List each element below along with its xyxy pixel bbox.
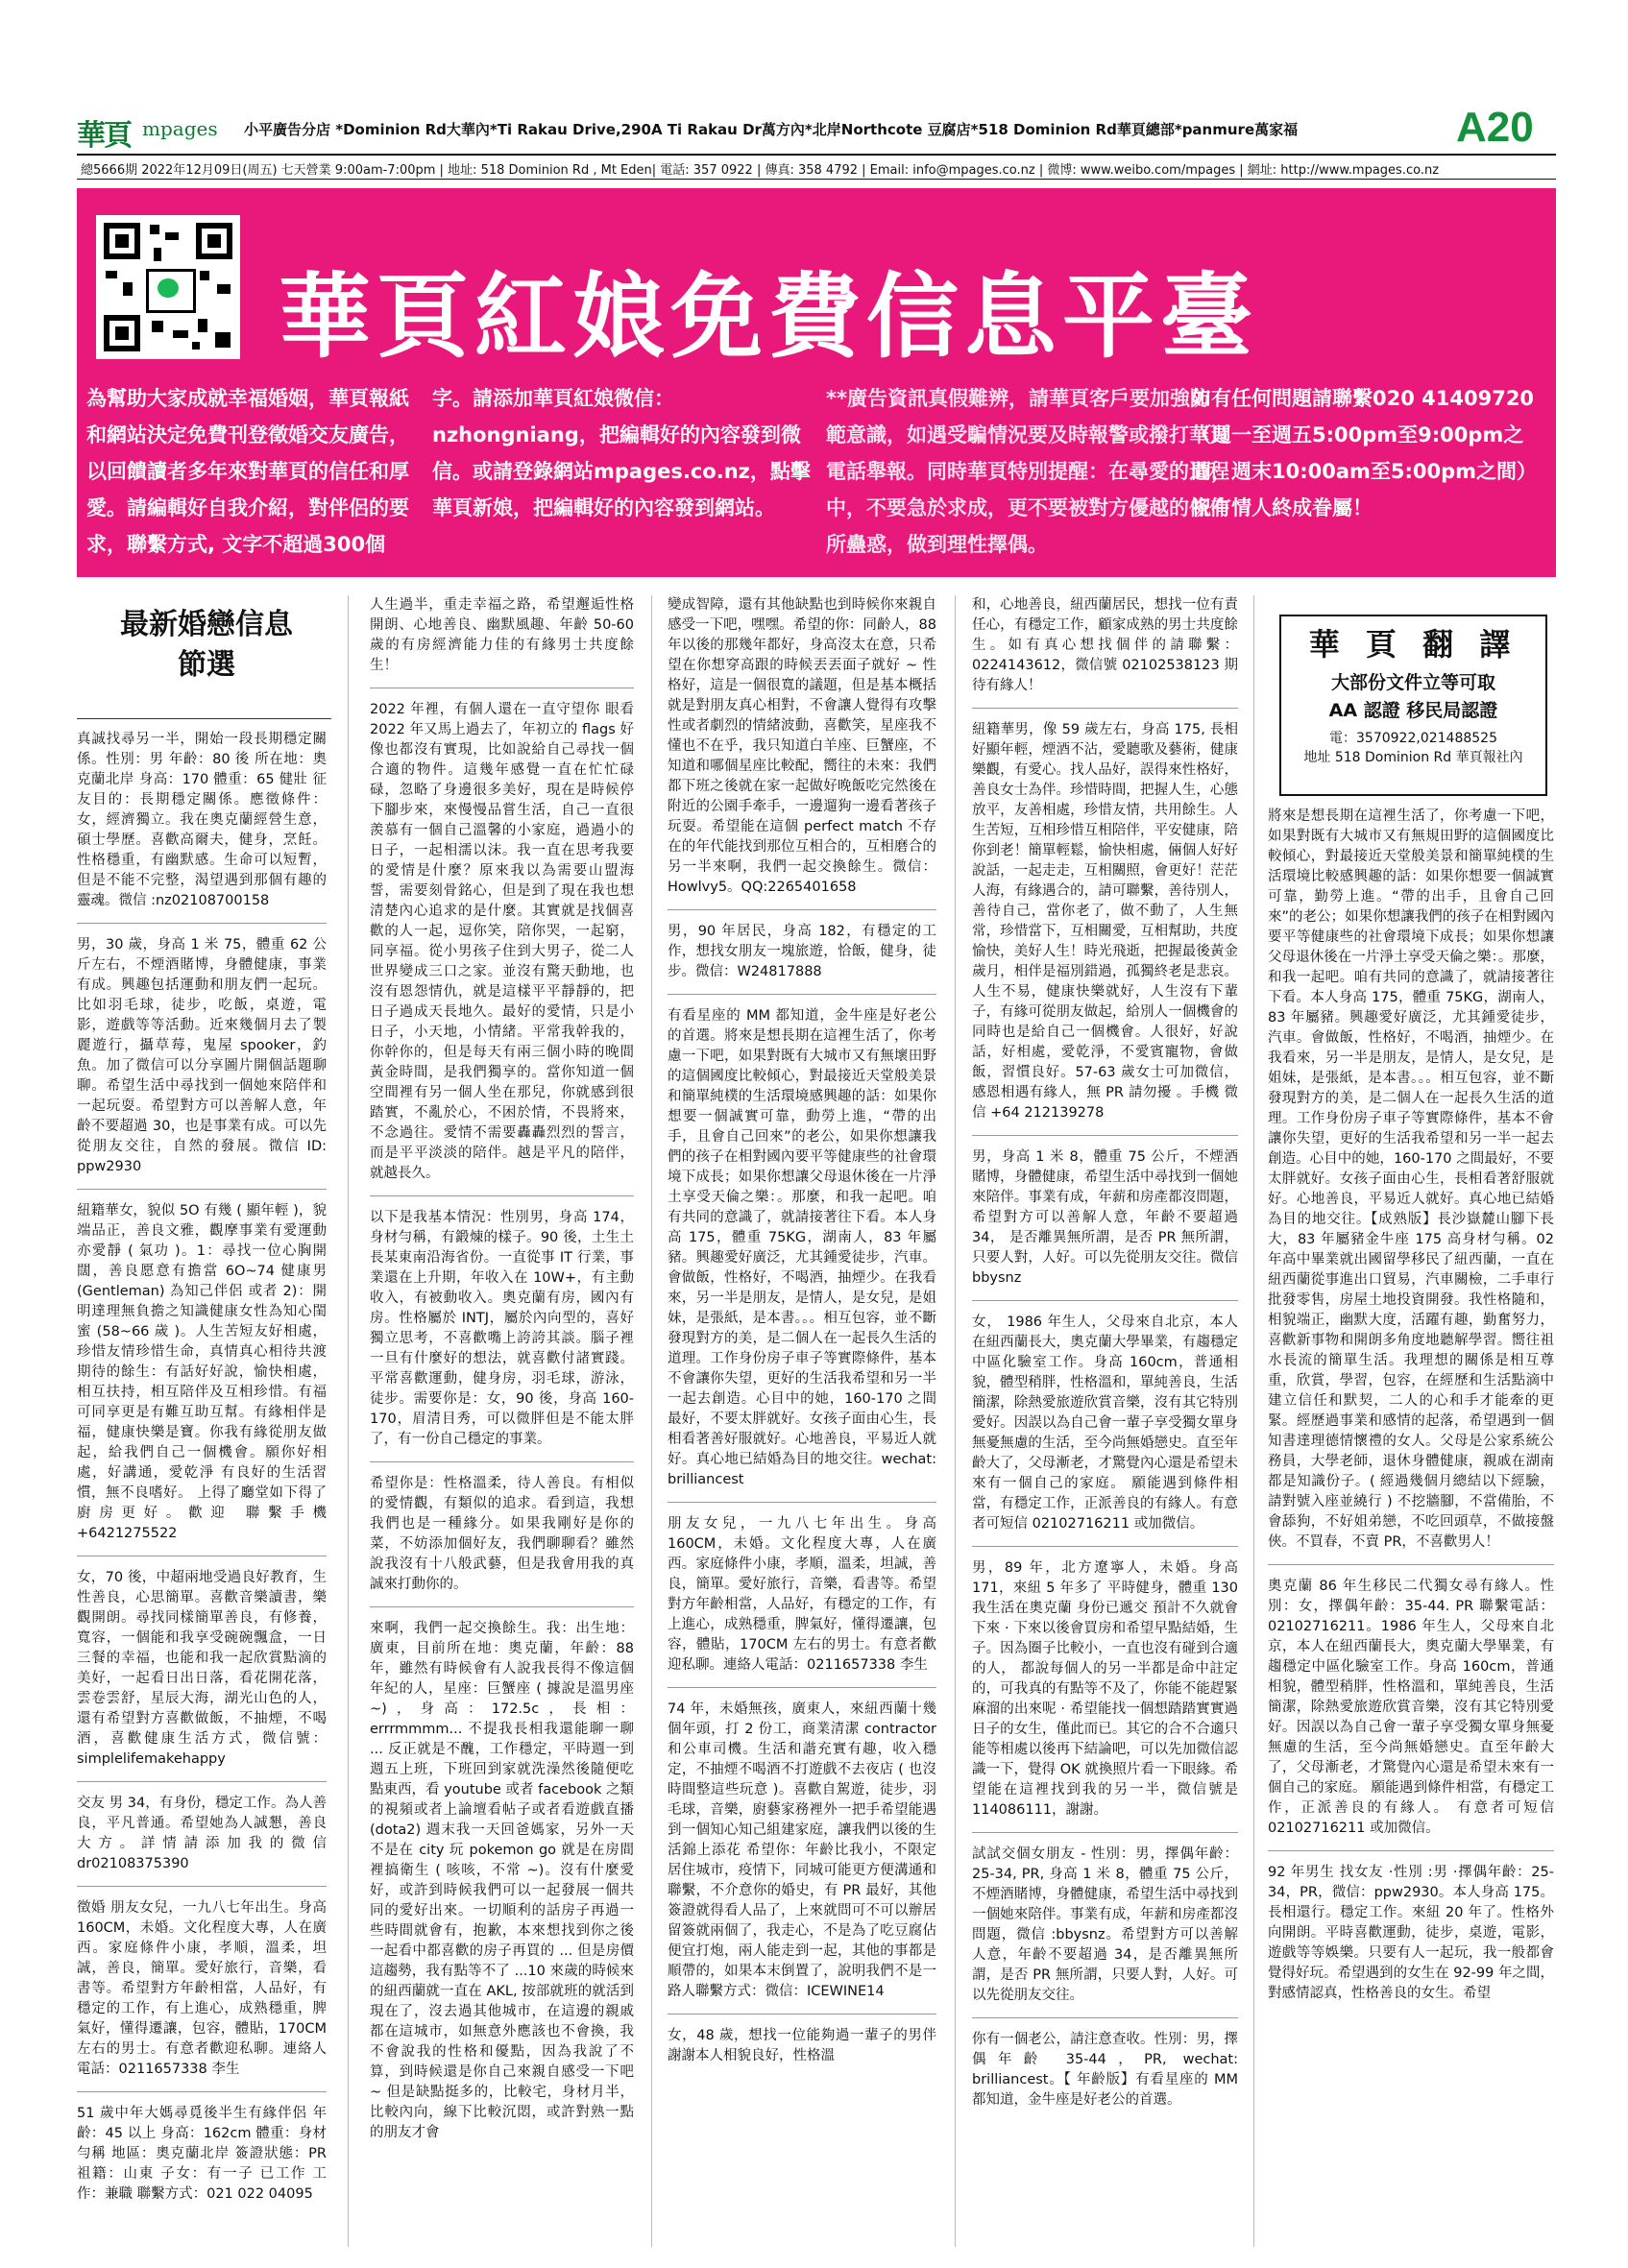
listing: 女，70 後，中超兩地受過良好教育，生性善良，心思簡單。喜歡音樂讀書，樂觀開朗。尋找同樣簡單善良，有修養，寬容，一個能和我享受碗碗飄盒，一日三餐的幸福，也能和我一起欣賞點滴的美好，一起看日出日落，看花開花落，雲卷雲舒，星辰大海，湖光山色的人，還有希望對方喜歡做飯，不抽煙，不喝酒，喜歡健康生活方式，微信號：simplelifemakehappy	[77, 1570, 327, 1767]
listing-separator	[668, 1502, 936, 1503]
listing-separator	[370, 1606, 634, 1607]
listing: 你有一個老公，請注意查收。性別：男，擇偶年齡 35-44，PR, wechat: brilliancest。【 年齡版】有看星座的 MM 都知道，金牛座是好老公的首選。	[972, 2032, 1238, 2108]
listing: 有看星座的 MM 都知道，金牛座是好老公的首選。將來是想長期在這裡生活了，你考慮一下吧，如果對既有大城市又有無壞田野的這個國度比較傾心，對最接近天堂般美景和簡單純樸的生活環境感興趣的話：如果你想要一個誠實可靠，動勞上進，“帶的出手，且會自己回來”的老公，如果你想讓我們的孩子在相對國內要平等健康些的社會環境下成長；如果你想讓父母退休後在一片淨土享受天倫之樂：。那麼，和我一起吧。咱有共同的意識了，就請接著往下看。本人身高 175，體重 75KG，湖南人，83 年屬豬。興趣愛好廣泛，尤其鍾愛徒步，汽車。會做飯，性格好，不喝酒，抽煙少。在我看來，另一半是朋友，是情人，是女兒，是姐妹，是張紙，是本書。。。相互包容，並不斷發現對方的美，是二個人在一起長久生活的道理。工作身份房子車子等實際條件，基本不會讓你失望，更好的生活我希望和另一半一起去創造。心目中的她，160-170 之間最好，不要太胖就好。女孩子面由心生，長相看著善好服就好。心地善良，平易近人就好。真心地已結婚為目的地交往。wechat: brilliancest	[668, 1008, 936, 1487]
translation-service-ad	[1279, 615, 1547, 796]
logo-text: mpages	[142, 117, 218, 140]
listing-separator	[370, 1461, 634, 1462]
section-heading	[91, 605, 322, 686]
listing: 女， 1986 年生人，父母來自北京，本人在紐西蘭長大，奧克蘭大學畢業，有趨穩定中區化驗室工作。身高 160cm，普通相貌，體型稍胖，性格溫和，單純善良，生活簡潔，除熱愛旅遊欣賞音樂，沒有其它特別愛好。因誤以為自己會一輩子享受獨女單身無憂無慮的生活，至今尚無婚戀史。直至年齡大了，父母漸老，才驚覺內心還是希望未來有一個自己的家庭。 願能遇到條件相當，有穩定工作，正派善良的有緣人。有意者可短信 02102716211 或加微信。	[972, 1315, 1238, 1532]
translation-ad-line2: AA 認證 移民局認證	[1328, 700, 1498, 721]
issue-info-line: 總5666期 2022年12月09日(周五) 七天營業 9:00am-7:00pm | 地址: 518 Dominion Rd , Mt Eden| 電話: 357 0922 | 傳真: 358 4792 | Email: info@mpages.co.nz | 微博: www.weibo.com/mpages | 網址: http://www.mpages.co.nz	[81, 163, 1440, 178]
listing: 人生過半，重走幸福之路，希望邂逅性格開朗、心地善良、幽默風趣、年齡 50-60 歲的有房經濟能力佳的有緣男士共度餘生！	[370, 597, 634, 673]
listing: 將來是想長期在這裡生活了，你考慮一下吧，如果對既有大城市又有無規田野的這個國度比較傾心，對最接近天堂般美景和簡單純樸的生活環境比較感興趣的話：如果你想要一個誠實可靠，勤勞上進。“帶的出手，且會自己回來”的老公；如果你想讓我們的孩子在相對國內要平等健康些的社會環境下成長；如果你想讓父母退休後在一片淨土享受天倫之樂：。那麼，和我一起吧。咱有共同的意識了，就請接著往下看。本人身高 175，體重 75KG，湖南人，83 年屬豬。興趣愛好廣泛，尤其鍾愛徒步，汽車。會做飯，性格好，不喝酒，抽煙少。在我看來，另一半是朋友，是情人，是女兒，是姐妹，是張紙，是本書。。。相互包容，並不斷發現對方的美，是二個人在一起長久生活的道理。工作身份房子車子等實際條件，基本不會讓你失望，更好的生活我希望和另一半一起去創造。心目中的她，160-170 之間最好，不要太胖就好。女孩子面由心生，長相看著舒服就好。心地善良，平易近人就好。真心地已結婚為目的地交往。【成熟版】長沙嶽麓山腳下長大，83 年屬豬金牛座 175 高身材勻稱。02 年高中畢業就出國留學移民了紐西蘭，一直在紐西蘭從事進出口貿易，汽車關檢，二手車行批發零售，房屋土地投資開發。我性格隨和，相貌端正，幽默大度，活躍有趣，勤奮努力，喜歡新事物和開朗多角度地聽解學習。嚮往祖水長流的簡單生活。我理想的關係是相互尊重，欣賞，學習，包容，在經歷和生活點滴中建立信任和默契，二人的心和手才能牽的更緊。經歷過事業和感情的起落，希望遇到一個知書達理德情懷禮的女人。父母是公家系統公務員，大學老師，退休身體健康，親戚在湖南都是知識份子。( 經過幾個月總結以下經驗，請對號入座並繞行 ) 不挖牆腳，不當備胎，不會舔狗，不好姐弟戀，不吃回頭草，不做接盤俠。不買春，不賣 PR，不喜歡男人！	[1268, 808, 1554, 1550]
listings-column-4	[972, 595, 1238, 2122]
listing: 男，30 歲，身高 1 米 75，體重 62 公斤左右，不煙酒賭博，身體健康，事業有成。興趣包括運動和朋友們一起玩。比如羽毛球，徒步，吃飯，桌遊，電影，遊戲等等活動。近來幾個月去了製麗遊行，攝草莓，鬼屋 spooker，釣魚。加了微信可以分享圖片開個話題聊聊。希望生活中尋找到一個她來陪伴和一起玩耍。希望對方可以善解人意，年齡不要超過 30，也是事業有成。可以先從朋友交往，自然的發展。微信 ID: ppw2930	[77, 937, 327, 1174]
mpages-logo[interactable]	[77, 108, 240, 153]
column-divider	[955, 595, 956, 2247]
listing: 92 年男生 找女友 ·性別 :男 ·擇偶年齡：25-34，PR，微信：ppw2930。本人身高 175。長相還行。穩定工作。來紐 20 年了。性格外向開朗。平時喜歡運動，徒步，桌遊，電影，遊戲等等娛樂。只要有人一起玩，我一般都會覺得好玩。希望遇到的女生在 92-99 年之間，對感情認真，性格善良的女生。希望	[1268, 1865, 1554, 2001]
translation-ad-line1: 大部份文件立等可取	[1330, 672, 1495, 693]
listing-separator	[972, 708, 1238, 709]
listing-separator	[668, 1687, 936, 1688]
banner-contact-info: 如有任何問題請聯繫020 41409720（週一至週五5:00pm至9:00pm之間，週末10:00am至5:00pm之間）祝有情人終成眷屬！	[1191, 387, 1538, 519]
logo-mark: 華頁	[77, 119, 131, 153]
banner-wechat-instructions: 字。請添加華頁紅娘微信：nzhongniang，把編輯好的內容發到微信。或請登錄網站mpages.co.nz，點擊華頁新娘，把編輯好的內容發到網站。	[432, 387, 811, 519]
banner-intro-text: 為幫助大家成就幸福婚姻，華頁報紙和網站決定免費刊登徵婚交友廣告，以回饋讀者多年來對華頁的信任和厚愛。請編輯好自我介紹，對伴侶的要求，聯繫方式, 文字不超過300個	[86, 387, 409, 556]
listings-column-3	[668, 595, 936, 2078]
listings-column-5	[1268, 807, 1554, 2015]
listing: 以下是我基本情況：性別男，身高 174，身材勻稱，有鍛煉的樣子。90 後，土生土長某東南沿海省份。一直從事 IT 行業，事業還在上升期，年收入在 10W+，有主動收入，有被動收入。奧克蘭有房，國內有房。性格屬於 INTJ，屬於內向型的，喜好獨立思考，不喜歡嘴上誇誇其談。腦子裡一旦有什麼好的想法，就喜歡付諸實踐。平常喜歡運動，健身房，羽毛球，游泳，徒步。需要你是：女，90 後，身高 160-170，眉清目秀，可以微胖但是不能太胖了，有一份自己穩定的事業。	[370, 1210, 634, 1447]
section-heading-rule	[77, 718, 331, 719]
translation-ad-phone: 電：3570922,021488525	[1329, 731, 1497, 746]
listing: 真誠找尋另一半，開始一段長期穩定關係。性別：男 年齡：80 後 所在地：奧克蘭北岸 身高：170 體重：65 健壯 征友目的：長期穩定關係。應徵條件：女，經濟獨立。我在奧克蘭經營生意，碩士學歷。喜歡高爾夫，健身，烹飪。性格穩重，有幽默感。生命可以短暫，但是不能不完整，渴望遇到那個有趣的靈魂。微信 :nz02108700158	[77, 732, 327, 908]
listing-separator	[1268, 1564, 1554, 1565]
listing-separator	[972, 1135, 1238, 1136]
header-rule	[77, 154, 1556, 156]
matchmaking-banner	[77, 188, 1556, 577]
listing-separator	[668, 994, 936, 995]
listing-separator	[668, 2014, 936, 2015]
listing: 奧克蘭 86 年生移民二代獨女尋有緣人。性別：女，擇偶年齡：35-44. PR 聯繫電話：02102716211。1986 年生人，父母來自北京，本人在紐西蘭長大，奧克蘭大學畢業，有趨穩定中區化驗室工作。身高 160cm，普通相貌，體型稍胖，性格溫和，單純善良，生活簡潔，除熱愛旅遊欣賞音樂，沒有其它特別愛好。因誤以為自己會一輩子享受獨女單身無憂無慮的生活，至今尚無婚戀史。直至年齡大了，父母漸老，才驚覺內心還是希望未來有一個自己的家庭。 願能遇到條件相當，有穩定工作，正派善良的有緣人。 有意者可短信 02102716211 或加微信。	[1268, 1579, 1554, 1836]
listings-column-2	[370, 595, 634, 2155]
listing-separator	[668, 909, 936, 910]
column-divider	[348, 595, 349, 2247]
listing: 朋友女兒，一九八七年出生。身高 160CM，未婚。文化程度大專，人在廣西。家庭條件小康，孝順，溫柔，坦誠，善良，簡單。愛好旅行，音樂，看書等。希望對方年齡相當，人品好，有穩定的工作，有上進心，成熟穩重，脾氣好，懂得遷讓，包容，體貼，170CM 左右的男士。有意者歡迎私聊。連絡人電話：0211657338 李生	[668, 1516, 936, 1673]
listing-separator	[77, 2091, 327, 2092]
listing: 來啊，我們一起交換餘生。我：出生地：廣東，目前所在地：奧克蘭，年齡：88 年，雖然有時候會有人說我長得不像這個年紀的人，星座：巨蟹座 ( 據說是溫男座 ~)，身高：172.5c，長相：errrmmmm... 不提我長相我還能聊一聊 ... 反正就是不醜，工作穩定，平時週一到週五上班，下班回到家就洗澡然後隨便吃點東西，看 youtube 或者 facebook 之類的視頻或者上論壇看帖子或者看遊戲直播 (dota2) 週末我一天回爸媽家，另外一天不是在 city 玩 pokemon go 就是在房間裡搞衛生 ( 咳咳，不常 ~)。沒有什麼愛好，或許到時候我們可以一起發展一個共同的愛好出來。一切順利的話房子再過一些時間就會有，抱歉，本來想找到你之後一起看中都喜歡的房子再買的 ... 但是房價這趨勢，我有點等不了 ...10 來歲的時候來的紐西蘭就一直在 AKL, 按部就班的就活到現在了，沒去過其他城市，在這邊的親戚都在這城市，如無意外應該也不會換，我不會說我的性格和優點，因為我說了不算，到時候還是你自己來親自感受一下吧 ~ 但是缺點挺多的，比較宅，身材月半，比較內向，線下比較沉悶，或許對熟一點的朋友才會	[370, 1621, 634, 2140]
listing-separator	[77, 923, 327, 924]
listing: 51 歲中年大媽尋覓後半生有緣伴侶 年齡：45 以上 身高：162cm 體重：身材勻稱 地區：奧克蘭北岸 簽證狀態：PR 祖籍：山東 子女：有一子 已工作 工作：兼職 聯繫方式：021 022 04095	[77, 2106, 327, 2202]
listing: 交友 男 34，有身份，穩定工作。為人善良，平凡普通。希望她為人誠懇，善良大方。詳情請添加我的微信 dr02108375390	[77, 1796, 327, 1871]
listing: 紐籍華男，像 59 歲左右，身高 175, 長相好顯年輕，煙酒不沾，愛聽歌及藝術，健康樂觀，有愛心。找人品好，誤得來性格好，善良女士為伴。珍惜時間，把握人生，心態放平，友善相處，珍惜友情，共用餘生。人生苦短，互相珍惜互相陪伴，平安健康，陪你到老！簡單輕鬆，愉快相處，倆個人好好說話，一起走走，互相關照，會更好！茫茫人海，有緣遇合的，請可聯繫，善待別人，善待自己，當你老了，做不動了，人生無常，珍惜當下，互相關愛，互相幫助，共度愉快，美好人生！時光飛逝，把握最後黃金歲月，相伴是福別錯過，孤獨終老是悲哀。人生不易，健康快樂就好，人生沒有下輩子，有緣可從朋友做起，給別人一個機會的同時也是給自己一個機會。人很好，好說話，好相處，愛乾淨，不愛賓寵物，會做飯，習慣良好。57-63 歲女士可加微信，感恩相遇有緣人，無 PR 請勿擾 。手機 微信 +64 212139278	[972, 722, 1238, 1121]
listing: 74 年，未婚無孩，廣東人，來紐西蘭十幾個年頭，打 2 份工，商業清潔 contractor 和公車司機。生活和諧充實有趣，收入穩定，不抽煙不喝酒不打遊戲不去夜店 ( 也沒時間整這些玩意 )。喜歡自駕遊，徒步，羽毛球，音樂，廚藝家務裡外一把手希望能遇到一個知心知己組建家庭，讓我們以後的生活錦上添花 希望你：年齡比我小，不限定居住城市，疫情下，同城可能更方便溝通和聯繫，不介意你的婚史，有 PR 最好，其他簽證就得看人品了，上來就問可不可以辦居留簽就兩個了，我走心，不是為了吃豆腐佔便宜打炮，兩人能走到一起，其他的事都是順帶的，如果本末倒置了，說明我們不是一路人聯繫方式：微信：ICEWINE14	[668, 1701, 936, 1999]
listing-separator	[972, 2017, 1238, 2018]
listing: 紐籍華女，貌似 5O 有幾 ( 顯年輕 )，貌端品正，善良文雅，觀摩事業有愛運動亦愛靜 ( 氣功 )。1：尋找一位心胸開闊，善良愿意有擔當 6O~74 健康男 (Gentleman) 為知己伴侶 或者 2)：開明達理無負擔之知識健康女性為知心閨蜜 (58~66 歲 )。人生苦短友好相處，珍惜友情珍惜生命，真情真心相待共渡期待的餘生：有話好好說，愉快相處，相互扶持，相互陪伴及互相珍惜。有福可同享更是有難互助互幫。有緣相伴是福，健康快樂是寶。你我有緣從朋友做起，給我們自己一個機會。願你好相處，好講通，愛乾淨 有良好的生活習慣，無不良嗜好。 上得了廳堂如下得了廚房更好。歡迎 聯繫手機 +6421275522	[77, 1203, 327, 1541]
branch-address-line: 小平廣告分店 *Dominion Rd大華內*Ti Rakau Drive,290A Ti Rakau Dr萬方內*北岸Northcote 豆腐店*518 Dominion Rd華頁總部*panmure萬家福	[244, 121, 1299, 138]
banner-safety-notice: **廣告資訊真假難辨，請華頁客戶要加強防範意識，如遇受騙情況要及時報警或撥打華頁電話舉報。同時華頁特別提醒：在尋愛的過程中，不要急於求成，更不要被對方優越的條件所蠱惑，做到理性擇偶。	[826, 387, 1229, 556]
listing: 2022 年裡，有個人還在一直守望你 眼看 2022 年又馬上過去了，年初立的 flags 好像也都沒有實現，比如說給自己尋找一個合適的物件。這幾年感覺一直在忙忙碌碌，忽略了身邊很多美好，現在是時候停下腳步來，來慢慢品嘗生活，自己一直很羨慕有一個自己溫馨的小家庭，過過小的日子，一起相濡以沫。我一直在思考我要的愛情是什麼？原來我以為需要山盟海誓，需要刻骨銘心，但是到了現在我也想清楚內心追求的是什麼。其實就是找個喜歡的人一起，逗你笑，陪你哭，一起窮，同享福。從小男孩子住到大男子，從二人世界變成三口之家。並沒有驚天動地，也沒有恩怨情仇，就是這樣平平靜靜的，把日子過成天長地久。最好的愛情，只是小日子，小天地，小情緒。平常我幹我的，你幹你的，但是每天有兩三個小時的晚間黃金時間，是我們獨享的。當你知道一個空間裡有另一個人坐在那兒，你就感到很踏實，不亂於心，不困於情，不畏將來，不念過往。愛情不需要轟轟烈烈的誓言，而是平平淡淡的陪伴。越是平凡的陪伴，就越長久。	[370, 702, 634, 1181]
listing-separator	[972, 1832, 1238, 1833]
listing: 希望你是：性格溫柔，待人善良。有相似的愛情觀，有類似的追求。看到這，我想我們也是一種緣分。如果我剛好是你的菜，不妨添加個好友，我們聊聊看？雖然說我沒有十八般武藝，但是我會用我的真誠來打動你的。	[370, 1476, 634, 1592]
section-heading-line1: 最新婚戀信息	[120, 608, 293, 641]
listing-separator	[77, 1189, 327, 1190]
listing: 女，48 歲，想找一位能夠過一輩子的男伴謝謝本人相貌良好，性格溫	[668, 2028, 936, 2063]
listing-separator	[1268, 1850, 1554, 1851]
section-heading-line2: 節選	[178, 648, 235, 682]
listing-separator	[77, 1886, 327, 1887]
listing: 變成智障，還有其他缺點也到時候你來親自感受一下吧，嘿嘿。希望的你：同齡人，88 年以後的那幾年都好，身高沒太在意，只希望在你想穿高跟的時候丟丟面子就好 ~ 性格好，這是一個很寬的議題，但是基本概括就是對朋友真心相對，不會讓人覺得有攻擊性或者劇烈的情緒波動，喜歡笑，星座我不懂也不在乎，我只知道白羊座、巨蟹座，不知道和哪個星座比較配，嚮往的未來：我們都下班之後就在家一起做好晚飯吃完然後在附近的公園手牽手，一邊遛狗一邊看著孩子玩耍。希望能在這個 perfect match 不存在的年代能找到那位互相合的，互相磨合的另一半來啊，我們一起交換餘生。微信：Howlvy5。QQ:2265401658	[668, 597, 936, 895]
listing: 男，身高 1 米 8，體重 75 公斤，不煙酒賭博，身體健康，希望生活中尋找到一個她來陪伴。事業有成，年薪和房產都沒問題，希望對方可以善解人意，年齡不要超過 34， 是否離異無所謂，是否 PR 無所謂，只要人對，人好。可以先從朋友交往。微信 bbysnz	[972, 1149, 1238, 1286]
page-number: A20	[1456, 104, 1534, 151]
listings-column-1	[77, 730, 327, 2216]
wechat-qr-code-icon[interactable]	[96, 215, 240, 359]
listing-separator	[972, 1300, 1238, 1301]
translation-ad-title: 華 頁 翻 譯	[1308, 626, 1519, 663]
listing: 和，心地善良，紐西蘭居民，想找一位有責任心，有穩定工作，顧家成熟的男士共度餘生。如有真心想找個伴的請聯繫：0224143612，微信號 02102538123 期待有緣人！	[972, 597, 1238, 693]
listing-separator	[370, 1195, 634, 1196]
listing: 徵婚 朋友女兒，一九八七年出生。身高 160CM，未婚。文化程度大專，人在廣西。家庭條件小康，孝順，溫柔，坦誠，善良，簡單。愛好旅行，音樂，看書等。希望對方年齡相當，人品好，有穩定的工作，有上進心，成熟穩重，脾氣好，懂得遷讓，包容，體貼，170CM 左右的男士。有意者歡迎私聊。連絡人電話：0211657338 李生	[77, 1900, 327, 2077]
listing: 男，90 年居民，身高 182，有穩定的工作，想找女朋友一塊旅遊，恰飯，健身，徒步。微信：W24817888	[668, 924, 936, 979]
listing-separator	[972, 1546, 1238, 1547]
listing: 試試交個女朋友 - 性別：男，擇偶年齡：25-34, PR, 身高 1 米 8，體重 75 公斤，不煙酒賭博，身體健康，希望生活中尋找到一個她來陪伴。事業有成，年薪和房產都沒問題，微信 :bbysnz。希望對方可以善解人意，年齡不要超過 34，是否離異無所謂，是否 PR 無所謂，只要人對，人好。可以先從朋友交往。	[972, 1846, 1238, 2003]
column-divider	[651, 595, 652, 2247]
column-divider	[1253, 595, 1254, 2247]
translation-ad-address: 地址 518 Dominion Rd 華頁報社內	[1303, 750, 1523, 765]
banner-title: 華頁紅娘免費信息平臺	[279, 263, 1258, 371]
listing-separator	[77, 1781, 327, 1782]
header-rule-bottom	[77, 179, 1556, 180]
listing: 男，89 年，北方遼寧人，未婚。身高 171，來紐 5 年多了 平時健身，體重 130 我生活在奧克蘭 身份已遞交 預計不久就會下來 · 下來以後會買房和希望早點結婚，生子。因為圈子比較小，一直也沒有碰到合適的人， 都說每個人的另一半都是命中註定的，可我真的有點等不及了，你能不能趕緊麻溜的出來呢 · 希望能找一個想踏踏實實過日子的女生，僅此而已。其它的合不合適只能等相處以後再下結論吧，可以先加微信認識一下，覺得 OK 就換照片看一下眼緣。希望能在這裡找到我的另一半，微信號是 114086111，謝謝。	[972, 1560, 1238, 1818]
